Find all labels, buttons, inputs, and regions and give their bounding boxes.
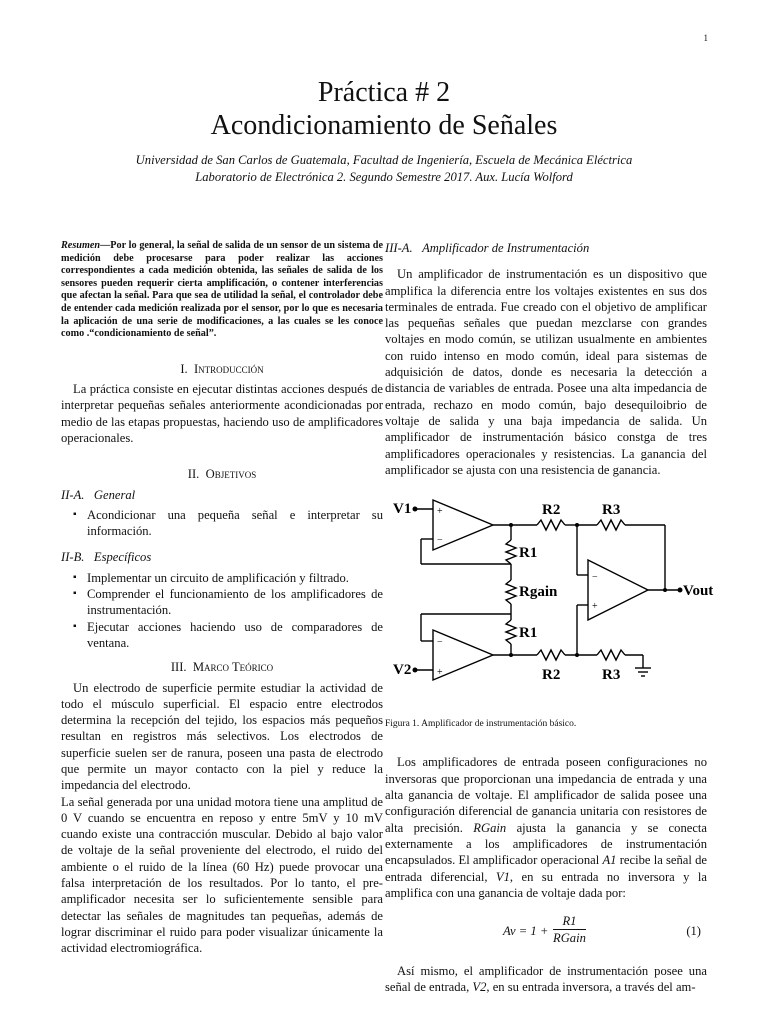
title-line-2: Acondicionamiento de Señales [210, 110, 558, 141]
svg-text:−: − [592, 572, 598, 584]
section-3-heading: III. Marco Teórico [170, 660, 274, 675]
label-r2-bottom: R2 [542, 667, 561, 684]
label-v2: V2 [393, 662, 412, 679]
symbol-v2: V2 [472, 980, 487, 995]
label-r1-top: R1 [519, 545, 538, 562]
equation-number: (1) [686, 924, 701, 939]
abstract-label: Resumen [61, 240, 101, 251]
affiliation [0, 152, 768, 186]
subsection-2b-heading: II-B. Específicos [61, 550, 152, 565]
figure-caption: Figura 1. Amplificador de instrumentación básico. [385, 719, 577, 730]
label-v1: V1 [393, 501, 412, 518]
label-vout: Vout [683, 583, 714, 600]
section-1-text: La práctica consiste en ejecutar distintas acciones después de interpretar pequeñas señales anteriormente acondicionadas por medio de las etapas propuestas, haciendo uso de amplificadores operacionales. [61, 382, 383, 445]
final-paragraph: Así mismo, el amplificador de instrumentación posee una señal de entrada, V2, en su entrada inversora, a través del am- [385, 964, 707, 995]
label-r2-top: R2 [542, 502, 561, 519]
svg-text:+: + [592, 601, 598, 613]
list-item: ▪ Acondicionar una pequeña señal e interpretar su información. [87, 507, 383, 540]
label-rgain: Rgain [519, 584, 558, 601]
section-1-heading: I. Introducción [180, 361, 264, 376]
left-column [61, 240, 383, 957]
title-line-1: Práctica # 2 [317, 77, 451, 108]
figure-1-circuit [385, 492, 714, 702]
equation-denominator: RGain [553, 931, 586, 946]
symbol-a1: A1 [602, 853, 617, 868]
subsection-3a-heading: III-A. Amplificador de Instrumentación [385, 241, 590, 255]
equation-fraction [553, 913, 586, 947]
affiliation-line-2: Laboratorio de Electrónica 2. Segundo Semestre 2017. Aux. Lucía Wolford [195, 170, 573, 184]
svg-text:−: − [437, 535, 443, 547]
general-objectives-list [61, 507, 383, 540]
svg-text:+: + [437, 667, 443, 679]
subsection-3a-paragraph: Un amplificador de instrumentación es un dispositivo que amplifica la diferencia entre los voltajes existentes en sus dos terminales de entrada. Fue creado con el objetivo de amplificar las pequeñas señales que puedan mezclarse con grandes voltajes en modo común, se utilizan usualmente en ambientes con ruido intenso en modo común, ideal para sistemas de adquisición de datos, donde es necesaria la detección a distancia de variables de entrada. Posee una alta impedancia de entrada, rechazo en modo común, bajo desequiloibrio de voltaje de salida y una baja impedancia de salida. Un amplificador de instrumentación básico constga de tres amplificadores operacionales y resistencias. La ganancia del amplificador se ajusta con una resistencia de ganancia. [385, 267, 707, 477]
subsection-2a-heading: II-A. General [61, 487, 136, 502]
abstract-text: —Por lo general, la señal de salida de un sensor de un sistema de medición debe procesarse para poder realizar las acciones correspondientes a cada medición obtenida, las señales de salida de los sensores pueden requerir cierta amplificación, o contener interferencias que afectan la señal. Para que sea de utilidad la señal, el controlador debe de entender cada medición realizada por el sensor, por lo que es necesaria la aplicación de una serie de modificaciones, a las cuales se les conoce como .“condicionamiento de señal”. [61, 240, 383, 340]
affiliation-line-1: Universidad de San Carlos de Guatemala, Facultad de Ingeniería, Escuela de Mecánica Eléctrica [135, 153, 633, 167]
abstract [61, 240, 383, 341]
svg-text:−: − [437, 637, 443, 649]
symbol-v1: V1 [495, 869, 510, 884]
paper-title [0, 76, 768, 142]
section-3-paragraph-1: Un electrodo de superficie permite estudiar la actividad de todo el músculo superficial. El espacio entre electrodos determina la recepción del tejido, los espacios más pequeños resultan en registros más selectivos. Los electrodos de superficie suelen ser de ranura, poseen una pasta de electrodo que permite un mayor contacto con la piel y reduce la impedancia del electrodo. [61, 680, 383, 793]
section-3-paragraph-2: La señal generada por una unidad motora tiene una amplitud de 0 V cuando se encuentra en reposo y entre 5mV y 10 mV cuando existe una contracción muscular. Debido al bajo valor de voltaje de la señal proveniente del electrodo, el ruido del ambiente o el ruido de la línea (60 Hz) puede provocar una falsa interpretación de los resultados. Por lo tanto, el pre-amplificador necesita ser lo suficientemente sensible para detectar las señales de magnitudes tan pequeñas, además de lograr discriminar el ruido para poder visualizar únicamente la actividad electromiográfica. [61, 794, 383, 956]
specific-objectives-list [61, 570, 383, 651]
svg-text:+: + [437, 506, 443, 518]
equation-lhs: Av = 1 + [503, 924, 549, 939]
section-2-heading: II. Objetivos [187, 467, 257, 482]
page-number: 1 [703, 33, 708, 43]
symbol-rgain: RGain [473, 820, 507, 835]
label-r1-bottom: R1 [519, 625, 538, 642]
list-item: ▪ Ejecutar acciones haciendo uso de comparadores de ventana. [87, 619, 383, 652]
right-column [385, 240, 714, 996]
instrumentation-amplifier-schematic [385, 492, 714, 702]
equation-numerator: R1 [553, 913, 586, 930]
paragraph-after-figure: Los amplificadores de entrada poseen configuraciones no inversoras que proporcionan una impedancia de entrada y una alta ganancia de voltaje. El amplificador de salida posee una configuración diferencial de ganancia unitaria con resistores de alta precisión. RGain ajusta la ganancia y se conecta externamente a los amplificadores de instrumentación encapsulados. El amplificador operacional A1 recibe la señal de entrada diferencial, V1, en su entrada no inversora y la amplifica con una ganancia de voltaje dada por: [385, 755, 708, 900]
list-item: ▪ Comprender el funcionamiento de los amplificadores de instrumentación. [87, 586, 383, 619]
equation-1 [385, 911, 707, 955]
label-r3-top: R3 [602, 502, 621, 519]
label-r3-bottom: R3 [602, 667, 621, 684]
list-item: ▪ Implementar un circuito de amplificación y filtrado. [87, 570, 383, 586]
